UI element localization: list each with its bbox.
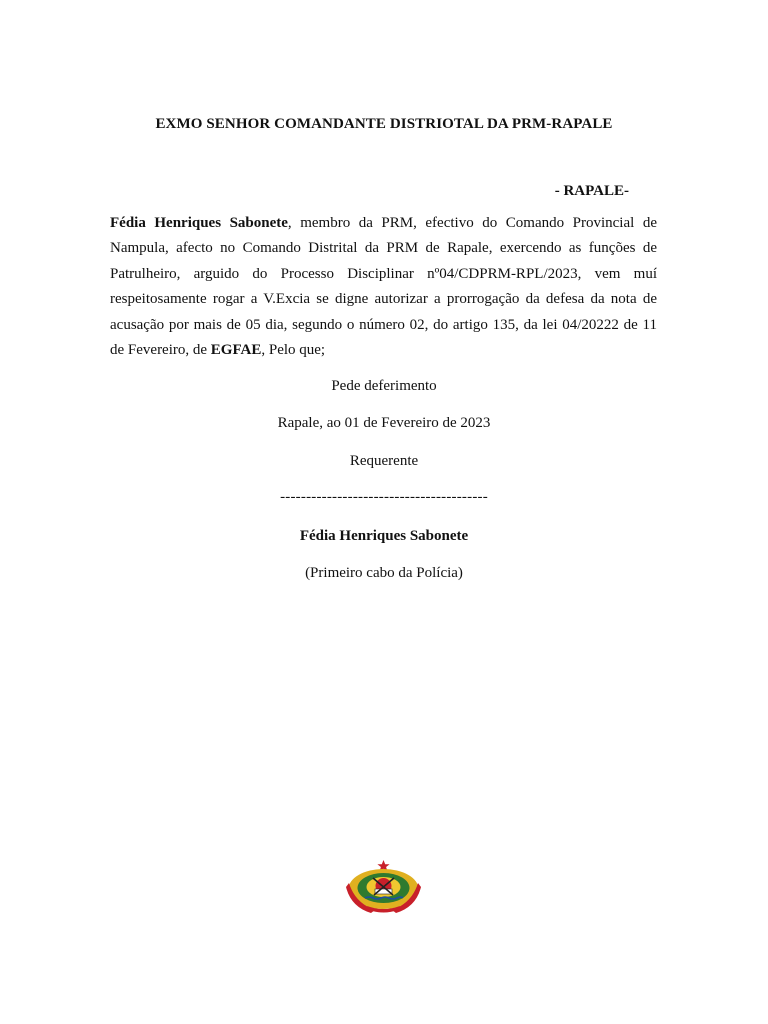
- request-line: Pede deferimento: [331, 378, 437, 394]
- place-date-line: Rapale, ao 01 de Fevereiro de 2023: [277, 415, 491, 431]
- egfae-bold: EGFAE: [210, 342, 262, 359]
- request-paragraph: [110, 211, 657, 363]
- signer-name: Fédia Henriques Sabonete: [299, 528, 469, 544]
- mozambique-coat-of-arms-icon: [345, 859, 422, 914]
- signer-rank: (Primeiro cabo da Polícia): [305, 565, 463, 581]
- destination-line: - RAPALE-: [554, 183, 629, 199]
- paragraph-text-part1: , membro da PRM, efectivo do Comando Provincial de Nampula, afecto no Comando Distrital da PRM de Rapale, exercendo as funções de Patrulheiro, arguido do Processo Disciplinar nº04/CDPRM-RPL/2023, vem muí respeitosamente rogar a V.Excia se digne autorizar a prorrogação da defesa da nota de acusação por mais de 05 dia, segundo o número 02, do artigo 135, da lei 04/20222 de 11 de Fevereiro, de: [110, 215, 657, 359]
- signature-line: ----------------------------------------: [280, 489, 488, 505]
- requester-name-bold: Fédia Henriques Sabonete: [110, 215, 288, 231]
- paragraph-text-part2: , Pelo que;: [261, 342, 326, 359]
- document-heading: EXMO SENHOR COMANDANTE DISTRIOTAL DA PRM-RAPALE: [155, 116, 613, 132]
- requester-label: Requerente: [349, 453, 419, 469]
